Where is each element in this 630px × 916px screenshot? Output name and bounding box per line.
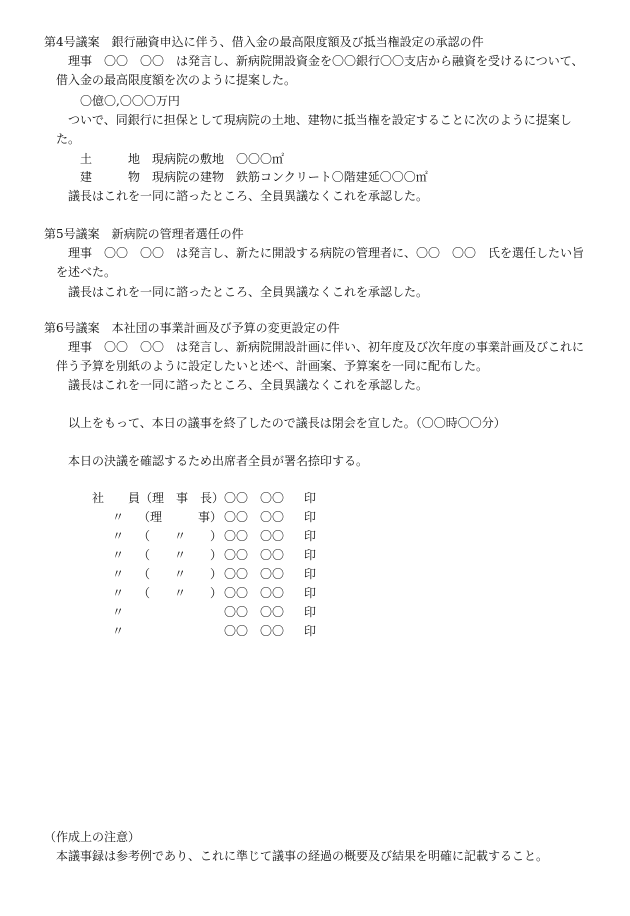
signature-name: 〇〇 〇〇 <box>224 605 285 619</box>
signature-role: （ 〃 ） <box>138 529 223 543</box>
seal-mark: 印 <box>304 586 317 600</box>
agenda6-approval: 議長はこれを一同に諮ったところ、全員異議なくこれを承認した。 <box>68 378 429 392</box>
signature-row <box>0 565 630 584</box>
signature-row <box>0 622 630 641</box>
agenda4-paragraph1-line1: 理事 〇〇 〇〇 は発言し、新病院開設資金を〇〇銀行〇〇支店から融資を受けるについて、 <box>68 54 584 68</box>
ditto-mark: 〃 <box>112 567 125 581</box>
signature-role: （ 〃 ） <box>138 548 223 562</box>
signature-row <box>0 489 630 508</box>
agenda5-paragraph1-line1: 理事 〇〇 〇〇 は発言し、新たに開設する病院の管理者に、〇〇 〇〇 氏を選任したい旨 <box>68 246 585 260</box>
agenda5-approval: 議長はこれを一同に諮ったところ、全員異議なくこれを承認した。 <box>68 285 429 299</box>
signature-role: （理 事） <box>138 510 223 524</box>
seal-mark: 印 <box>304 529 317 543</box>
agenda4-approval: 議長はこれを一同に諮ったところ、全員異議なくこれを承認した。 <box>68 189 429 203</box>
signature-row <box>0 508 630 527</box>
agenda4-paragraph2-line2: た。 <box>56 132 81 146</box>
signature-row <box>0 546 630 565</box>
agenda5-paragraph1-line2: を述べた。 <box>56 265 117 279</box>
signature-name: 〇〇 〇〇 <box>224 491 285 505</box>
signature-role: 社 員（理 事 長） <box>92 491 225 505</box>
signature-name: 〇〇 〇〇 <box>224 548 285 562</box>
seal-mark: 印 <box>304 491 317 505</box>
agenda4-amount: 〇億〇,〇〇〇万円 <box>80 94 180 108</box>
signature-role: （ 〃 ） <box>138 586 223 600</box>
agenda4-paragraph2-line1: ついで、同銀行に担保として現病院の土地、建物に抵当権を設定することに次のように提案し <box>68 113 572 127</box>
ditto-mark: 〃 <box>112 586 125 600</box>
ditto-mark: 〃 <box>112 624 125 638</box>
closing-statement: 以上をもって、本日の議事を終了したので議長は閉会を宣した。（〇〇時〇〇分） <box>68 416 506 430</box>
signature-name: 〇〇 〇〇 <box>224 567 285 581</box>
signature-row <box>0 527 630 546</box>
agenda5-title: 第5号議案 新病院の管理者選任の件 <box>44 227 244 241</box>
ditto-mark: 〃 <box>112 548 125 562</box>
signature-name: 〇〇 〇〇 <box>224 529 285 543</box>
ditto-mark: 〃 <box>112 529 125 543</box>
agenda6-paragraph1-line2: 伴う予算を別紙のように設定したいと述べ、計画案、予算案を一同に配布した。 <box>56 359 489 373</box>
signature-name: 〇〇 〇〇 <box>224 624 285 638</box>
seal-mark: 印 <box>304 624 317 638</box>
signature-row <box>0 603 630 622</box>
seal-mark: 印 <box>304 605 317 619</box>
seal-mark: 印 <box>304 548 317 562</box>
ditto-mark: 〃 <box>112 605 125 619</box>
agenda4-paragraph1-line2: 借入金の最高限度額を次のように提案した。 <box>56 73 297 87</box>
note-heading: （作成上の注意） <box>44 830 141 844</box>
agenda4-land: 土 地 現病院の敷地 〇〇〇㎡ <box>80 152 285 166</box>
signature-row <box>0 584 630 603</box>
seal-mark: 印 <box>304 510 317 524</box>
signature-name: 〇〇 〇〇 <box>224 586 285 600</box>
signature-role: （ 〃 ） <box>138 567 223 581</box>
note-body: 本議事録は参考例であり、これに準じて議事の経過の概要及び結果を明確に記載すること。 <box>56 849 549 863</box>
agenda4-title: 第4号議案 銀行融資申込に伴う、借入金の最高限度額及び抵当権設定の承認の件 <box>44 35 484 49</box>
agenda6-title: 第6号議案 本社団の事業計画及び予算の変更設定の件 <box>44 321 340 335</box>
agenda6-paragraph1-line1: 理事 〇〇 〇〇 は発言し、新病院開設計画に伴い、初年度及び次年度の事業計画及びこれに <box>68 340 585 354</box>
ditto-mark: 〃 <box>112 510 125 524</box>
confirmation-statement: 本日の決議を確認するため出席者全員が署名捺印する。 <box>68 454 369 468</box>
seal-mark: 印 <box>304 567 317 581</box>
signature-name: 〇〇 〇〇 <box>224 510 285 524</box>
agenda4-building: 建 物 現病院の建物 鉄筋コンクリート〇階建延〇〇〇㎡ <box>80 170 428 184</box>
